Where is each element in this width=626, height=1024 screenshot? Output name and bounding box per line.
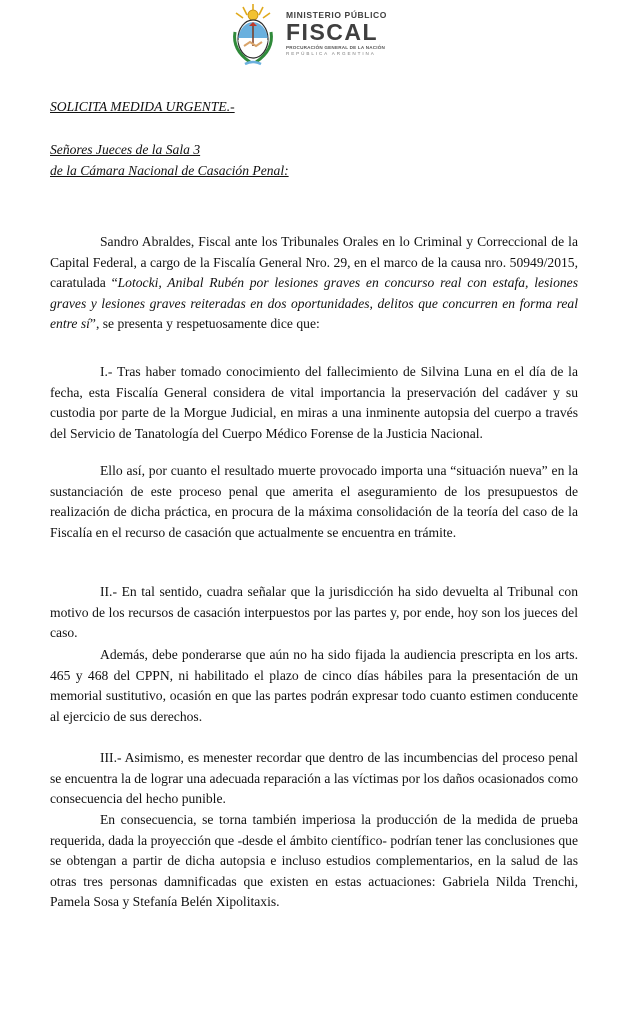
org-sub-label: PROCURACIÓN GENERAL DE LA NACIÓN — [286, 45, 386, 50]
org-main-label: FISCAL — [286, 19, 379, 45]
argentina-coat-of-arms-icon — [228, 2, 278, 68]
org-top-label: MINISTERIO PÚBLICO — [286, 10, 387, 20]
org-country-label: REPÚBLICA ARGENTINA — [286, 51, 376, 56]
addressee — [50, 139, 578, 181]
paragraph-section-1: I.- Tras haber tomado conocimiento del fallecimiento de Silvina Luna en el día de la fecha, esta Fiscalía General considera de vital importancia la preservación del cadáver y su custodia por parte de la Morgue Judicial, en miras a una inminente autopsia del cuerpo a través del Servicio de Tanatología del Cuerpo Médico Forense de la Justicia Nacional. — [50, 364, 578, 441]
paragraph-section-3-cont: En consecuencia, se torna también imperiosa la producción de la medida de prueba requerida, dada la proyección que -desde el ámbito científico- podrían tener las conclusiones que se obtengan a partir de dicha autopsia e incluso estudios complementarios, en la salud de las otras tres personas damnificadas que existen en estas actuaciones: Gabriela Nilda Trenchi, Pamela Sosa y Stefanía Belén Xipolitaxis. — [50, 812, 578, 910]
intro-text-c: ”, se presenta y respetuosamente dice que: — [89, 316, 320, 332]
paragraph-intro — [50, 232, 578, 335]
document-title: SOLICITA MEDIDA URGENTE.- — [50, 99, 235, 114]
addressee-line-1: Señores Jueces de la Sala 3 — [50, 142, 201, 157]
letterhead — [228, 2, 418, 68]
paragraph-section-2-cont: Además, debe ponderarse que aún no ha sido fijada la audiencia prescripta en los arts. 465 y 468 del CPPN, ni habilitado el plazo de cinco días hábiles para la presentación de un memorial sustitutivo, ocasión en que las partes podrán expresar todo cuanto estimen conducente al ejercicio de sus derechos. — [50, 647, 578, 724]
paragraph-section-1-cont: Ello así, por cuanto el resultado muerte provocado importa una “situación nueva” en la sustanciación de este proceso penal que amerita el aseguramiento de los presupuestos de realización de dicha práctica, en procura de la máxima consolidación de la teoría del caso de la Fiscalía en el recurso de casación que actualmente se encuentra en trámite. — [50, 463, 578, 540]
paragraph-section-2: II.- En tal sentido, cuadra señalar que la jurisdicción ha sido devuelta al Tribunal con motivo de los recursos de casación interpuestos por las partes y, por ende, hoy son los jueces del caso. — [50, 584, 578, 641]
case-caption: Lotocki, Anibal Rubén por lesiones graves en concurso real con estafa, lesiones graves y lesiones graves reiteradas en dos oportunidades, delitos que concurren en forma real entre sí — [50, 275, 578, 332]
intro-text-a: Sandro Abraldes, Fiscal ante los Tribunales Orales en lo Criminal y Correccional de la Capital Federal, a cargo de la Fiscalía General Nro. 29, en el marco de la causa nro. 50949/2015, caratulada “ — [50, 234, 578, 291]
addressee-line-2: de la Cámara Nacional de Casación Penal: — [50, 163, 289, 178]
paragraph-section-3: III.- Asimismo, es menester recordar que dentro de las incumbencias del proceso penal se encuentra la de lograr una adecuada reparación a las víctimas por los daños ocasionados como consecuencia del hecho punible. — [50, 750, 578, 807]
